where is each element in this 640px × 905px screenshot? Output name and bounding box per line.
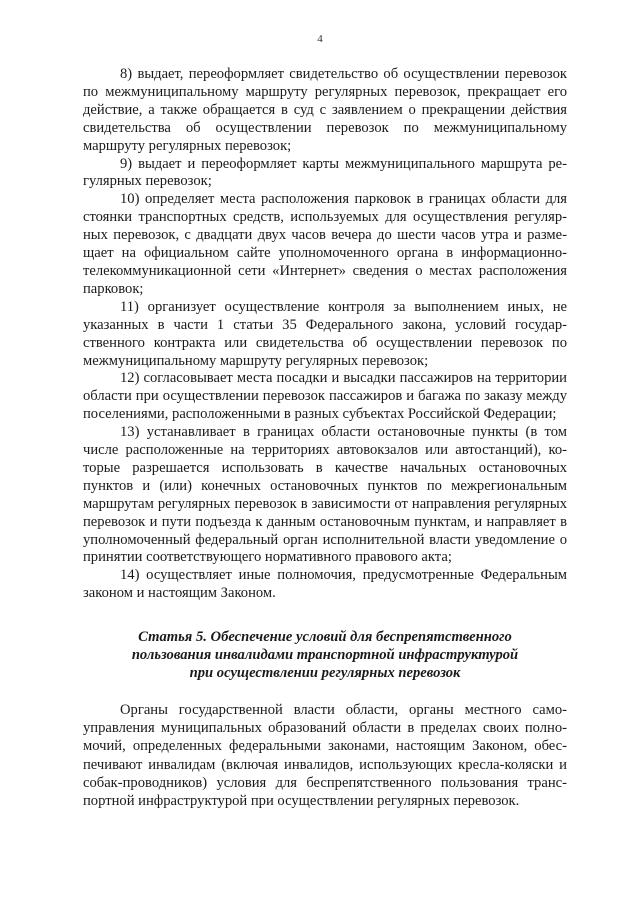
heading-line: Статья 5. Обеспечение условий для беспрепятственного bbox=[138, 629, 512, 645]
article-5-heading bbox=[83, 628, 567, 682]
article-5-body bbox=[83, 701, 567, 810]
heading-line: при осуществлении регулярных перевозок bbox=[189, 665, 461, 681]
paragraph-item-11: 11) организует осуществление контроля за выполнением иных, не указанных в части 1 статьи 35 Федерального закона, условий государственного контракта или свидетельства об осуществлении перевозок по межмуниципальному маршруту регулярных перевозок; bbox=[83, 298, 567, 369]
article-4-continuation bbox=[83, 66, 567, 603]
paragraph-item-8: 8) выдает, переоформляет свидетельство об осуществлении перевозок по межмуниципальному маршруту регулярных перевозок, прекращает его действие, а также обращается в суд с заявлением о прекращении действия свидетельства об осуществлении перевозок по межмуниципальному маршруту регулярных перевозок; bbox=[83, 66, 567, 154]
paragraph-item-13: 13) устанавливает в границах области остановочные пункты (в том числе расположенные на территориях автовокзалов или автостанций), которые разрешается использовать в качестве начальных остановочных пунктов и (или) конечных остановочных пунктов по межрегиональным маршрутам регулярных перевозок в зависимости от направления регулярных перевозок и пути подъезда к данным остановочным пунктам, и направляет в уполномоченный федеральный орган исполнительной власти уведомление о принятии соответствующего нормативного правового акта; bbox=[83, 424, 567, 566]
heading-line: пользования инвалидами транспортной инфраструктурой bbox=[131, 647, 519, 663]
paragraph-item-14: 14) осуществляет иные полномочия, предусмотренные Федеральным законом и настоящим Законом. bbox=[83, 567, 567, 602]
paragraph-item-10: 10) определяет места расположения парковок в границах области для стоянки транспортных средств, используемых для осуществления регулярных перевозок, с двадцати двух часов вечера до шести часов утра и размещает на официальном сайте уполномоченного органа в информационно-телекоммуникационной сети «Интернет» сведения о местах расположения парковок; bbox=[83, 191, 567, 297]
article-5-paragraph: Органы государственной власти области, органы местного самоуправления муниципальных образований области в пределах своих полномочий, определенных федеральными законами, настоящим Законом, обеспечивают инвалидам (включая инвалидов, использующих кресла-коляски и собак-проводников) условия для беспрепятственного пользования транспортной инфраструктурой при осуществлении регулярных перевозок. bbox=[83, 702, 567, 810]
page-number: 4 bbox=[317, 33, 323, 45]
paragraph-item-9: 9) выдает и переоформляет карты межмуниципального маршрута регулярных перевозок; bbox=[83, 155, 567, 190]
paragraph-item-12: 12) согласовывает места посадки и высадки пассажиров на территории области при осуществлении перевозок пассажиров и багажа по заказу между поселениями, расположенными в разных субъектах Российской Федерации; bbox=[83, 370, 567, 423]
